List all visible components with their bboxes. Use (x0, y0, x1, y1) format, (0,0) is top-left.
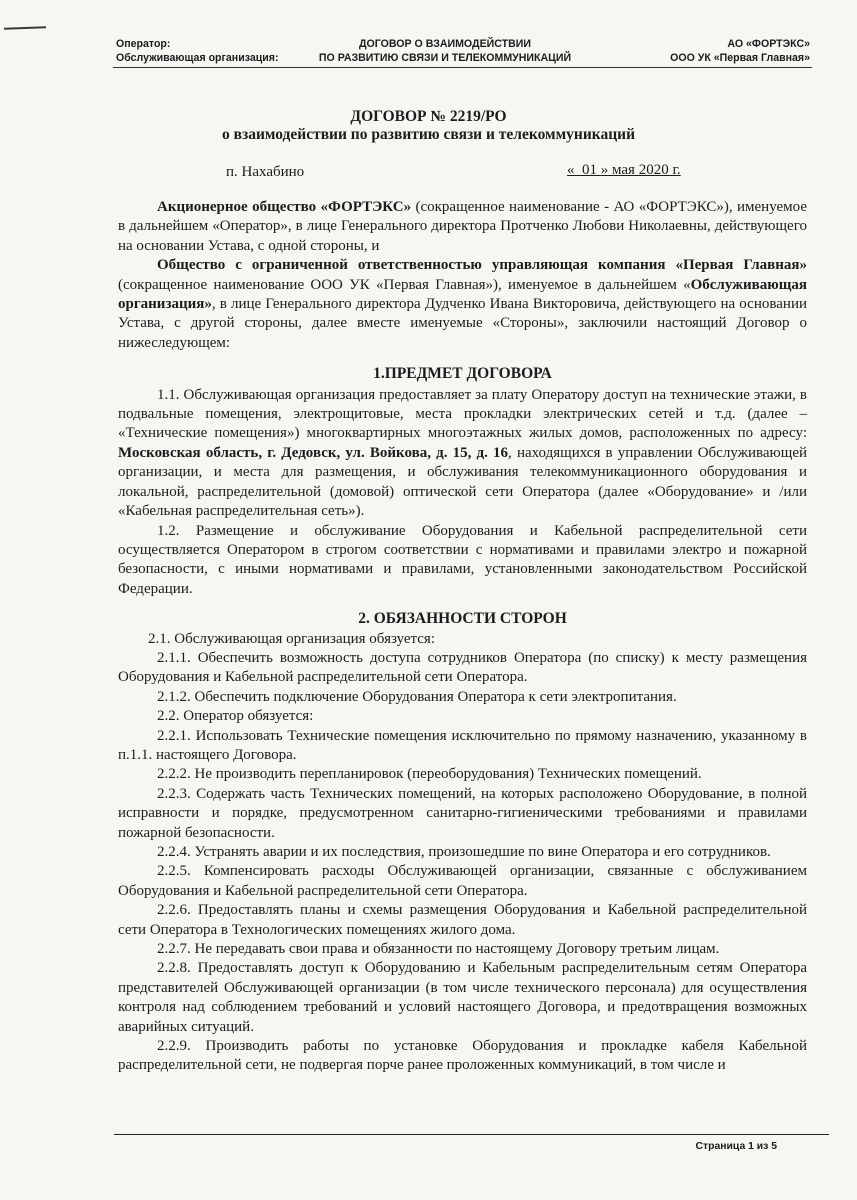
preamble-party-operator: Акционерное общество «ФОРТЭКС» (сокращенное наименование - АО «ФОРТЭКС»), именуемое в дальнейшем «Оператор», в лице Генерального директора Протченко Любови Николаевны, действующего на основании Устава, с одной стороны, и (118, 199, 807, 254)
date-day: 01 (582, 162, 597, 178)
scan-artifact (4, 26, 46, 29)
header-contract-title-1: ДОГОВОР О ВЗАИМОДЕЙСТВИИ (358, 38, 531, 50)
clause-2-item: 2.2.5. Компенсировать расходы Обслуживающей организации, связанные с обслуживанием Оборудования и Кабельной распределительной сети Оператора. (118, 863, 807, 899)
section-2-clauses (118, 630, 807, 1076)
header-center (300, 38, 590, 65)
clause-2-item: 2.2.4. Устранять аварии и их последствия, произошедшие по вине Оператора и его сотрудников. (157, 844, 771, 860)
clause-2-item: 2.2.8. Предоставлять доступ к Оборудованию и Кабельным распределительным сетям Оператора представителей Обслуживающей организации (в том числе технического персонала) для осуществления контроля над соблюдением требований и условий настоящего Договора, и предотвращения возможных аварийных ситуаций. (118, 960, 807, 1035)
clause-2-item: 2.2.7. Не передавать свои права и обязанности по настоящему Договору третьим лицам. (157, 941, 720, 958)
clause-1-2: 1.2. Размещение и обслуживание Оборудования и Кабельной распределительной сети осуществляется Оператором в строгом соответствии с нормативами и правилами электро и пожарной безопасности, с иными нормативами и правилами, установленными законодательством Российской Федерации. (118, 522, 807, 597)
clause-2-item: 2.1.1. Обеспечить возможность доступа сотрудников Оператора (по списку) к месту размещения Оборудования и Кабельной распределительной сети Оператора. (118, 649, 807, 686)
page-number: Страница 1 из 5 (695, 1141, 777, 1152)
footer-divider (114, 1134, 829, 1135)
header-org-label: Обслуживающая организация: (116, 51, 279, 64)
clause-2-item: 2.2.3. Содержать часть Технических помещений, на которых расположено Оборудование, в полной исправности и порядке, предусмотренном санитарно-гигиеническими требованиями и правилами пожарной безопасности. (118, 785, 807, 841)
clause-2-item: 2.2.2. Не производить перепланировок (переоборудования) Технических помещений. (157, 766, 702, 783)
clause-2-item: 2.1.2. Обеспечить подключение Оборудования Оператора к сети электропитания. (157, 688, 677, 705)
contract-place: п. Нахабино (226, 164, 305, 180)
preamble-party-org: Общество с ограниченной ответственностью управляющая компания «Первая Главная» (сокращенное наименование ООО УК «Первая Главная»), именуемое в дальнейшем «Обслуживающая организация», в лице Генерального директора Дудченко Ивана Викторовича, действующего на основании Устава, с другой стороны, далее вместе именуемые «Стороны», заключили настоящий Договор о нижеследующем: (118, 257, 807, 351)
date-quote-open: « (567, 162, 575, 178)
clause-2-item: 2.1. Обслуживающая организация обязуется: (148, 630, 435, 647)
clause-2-item: 2.2.6. Предоставлять планы и схемы размещения Оборудования и Кабельной распределительной сети Оператора в Технологических помещениях жилого дома. (118, 902, 807, 938)
contract-subject: о взаимодействии по развитию связи и телекоммуникаций (221, 126, 636, 143)
date-rest: » мая 2020 г. (600, 162, 681, 178)
header-org-name: ООО УК «Первая Главная» (670, 51, 810, 64)
clause-2-item: 2.2. Оператор обязуется: (157, 708, 314, 725)
section-2-heading: 2. ОБЯЗАННОСТИ СТОРОН (358, 610, 567, 628)
contract-number: ДОГОВОР № 2219/РО (350, 108, 507, 125)
header-left (116, 38, 278, 65)
header-operator-label: Оператор: (116, 38, 171, 50)
header-right (670, 38, 810, 65)
contract-body (118, 198, 807, 1076)
header-operator-name: АО «ФОРТЭКС» (727, 38, 810, 50)
section-1-heading: 1.ПРЕДМЕТ ДОГОВОРА (373, 365, 552, 383)
clause-2-item: 2.2.9. Производить работы по установке Оборудования и прокладке кабеля Кабельной распределительной сети, не подвергая порче ранее проложенных коммуникаций, в том числе и (118, 1038, 807, 1074)
clause-2-item: 2.2.1. Использовать Технические помещения исключительно по прямому назначению, указанному в п.1.1. настоящего Договора. (118, 727, 807, 763)
header-contract-title-2: ПО РАЗВИТИЮ СВЯЗИ И ТЕЛЕКОММУНИКАЦИЙ (318, 51, 572, 64)
clause-1-1: 1.1. Обслуживающая организация предоставляет за плату Оператору доступ на технические этажи, в подвальные помещения, электрощитовые, места прокладки электрических сетей и т.д. (далее – «Технические помещения») многоквартирных многоэтажных жилых домов, расположенных по адресу: Московская область, г. Дедовск, ул. Войкова, д. 15, д. 16, находящихся в управлении Обслуживающей организации, и места для размещения, и обслуживания телекоммуникационного оборудования и локальной, распределительной (домовой) оптической сети Оператора (далее «Оборудование» и /или «Кабельная распределительная сеть»). (118, 386, 807, 520)
contract-date (567, 162, 681, 179)
header-divider (113, 67, 812, 68)
